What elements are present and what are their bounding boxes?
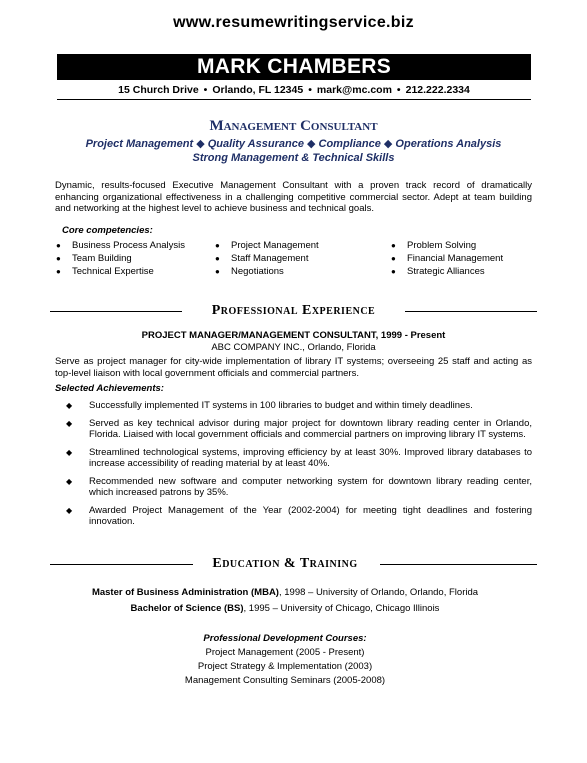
job-title: PROJECT MANAGER/MANAGEMENT CONSULTANT, 1999 - Present	[141, 330, 446, 341]
bullet-icon: ●	[56, 241, 61, 250]
core-column-3	[391, 239, 503, 278]
bullet-icon: ●	[56, 267, 61, 276]
achievement-item: ◆ Served as key technical advisor during major project for downtown library reading center in Orlando, Florida. Liaised with local government officials and commercial partners on improving library IT systems.	[66, 417, 532, 440]
achievement-item: ◆ Recommended new software and computer networking system for downtown library reading center, which increased patrons by 35%.	[66, 475, 532, 498]
course-item: Project Strategy & Implementation (2003)	[197, 661, 373, 672]
email[interactable]: mark@mc.com	[316, 84, 392, 96]
bullet-icon: •	[203, 84, 208, 96]
course-item: Management Consulting Seminars (2005-2008)	[184, 675, 386, 686]
competency-item: ● Problem Solving	[391, 240, 477, 251]
achievement-item: ◆ Streamlined technological systems, improving efficiency by at least 30%. Improved library databases to increase accessibility of reading material by at least 40%.	[66, 446, 532, 469]
bullet-icon: ◆	[66, 418, 73, 428]
job-company: ABC COMPANY INC., Orlando, Florida	[211, 342, 376, 353]
education-section-header	[50, 556, 537, 572]
achievement-item: ◆ Successfully implemented IT systems in 100 libraries to budget and within timely deadlines.	[66, 400, 473, 411]
competency-item: ● Financial Management	[391, 253, 504, 264]
bullet-icon: ●	[215, 241, 220, 250]
achievement-item: ◆ Awarded Project Management of the Year (2002-2004) for meeting tight deadlines and fostering innovation.	[66, 504, 532, 527]
competency-item: ● Team Building	[56, 253, 132, 264]
summary: Dynamic, results-focused Executive Management Consultant with a proven track record of dramatically enhancing organizational effectiveness in a challenging competitive commercial sector. Adept at team building and networking at the highest level to achieve business and technical goals.	[55, 180, 532, 214]
bullet-icon: ●	[56, 254, 61, 263]
bullet-icon: •	[396, 84, 401, 96]
competency-item: ● Technical Expertise	[56, 266, 154, 277]
specialties-line-1: Project Management ◆ Quality Assurance ◆ Compliance ◆ Operations Analysis	[85, 138, 502, 150]
experience-section-header	[50, 303, 537, 319]
bullet-icon: •	[308, 84, 312, 96]
achievements-title: Selected Achievements:	[55, 383, 164, 394]
site-url[interactable]: www.resumewritingservice.biz	[173, 14, 414, 31]
contact-divider	[57, 99, 531, 100]
competency-item: ● Project Management	[215, 240, 319, 251]
core-competencies-title: Core competencies:	[62, 225, 153, 236]
bullet-icon: ◆	[66, 447, 73, 457]
bullet-icon: ●	[215, 254, 220, 263]
bullet-icon: ●	[391, 267, 396, 276]
specialties-line-2: Strong Management & Technical Skills	[192, 152, 395, 164]
pd-courses-title: Professional Development Courses:	[203, 633, 367, 644]
city: Orlando, FL 12345	[212, 84, 304, 96]
bullet-icon: ◆	[66, 401, 73, 410]
competency-item: ● Negotiations	[215, 266, 284, 277]
bullet-icon: ◆	[66, 476, 73, 486]
education-section-title: Education & Training	[212, 556, 358, 571]
address: 15 Church Drive	[118, 84, 199, 96]
bullet-icon: ●	[391, 241, 396, 250]
competency-item: ● Strategic Alliances	[391, 266, 485, 277]
core-column-1	[56, 239, 185, 278]
specialties	[40, 137, 547, 165]
degree-mba: Master of Business Administration (MBA), 1998 – University of Orlando, Orlando, Florida	[91, 587, 479, 598]
contact-line	[57, 84, 531, 96]
core-column-2	[215, 239, 319, 278]
headline: Management Consultant	[209, 118, 378, 134]
name-banner: MARK CHAMBERS	[57, 54, 531, 80]
phone: 212.222.2334	[405, 84, 470, 96]
job-description: Serve as project manager for city-wide implementation of library IT systems; overseeing 25 staff and acting as top-level liaison with local government officials and commercial partners.	[55, 356, 532, 379]
degree-bs: Bachelor of Science (BS), 1995 – University of Chicago, Chicago Illinois	[130, 603, 440, 614]
bullet-icon: ●	[391, 254, 396, 263]
bullet-icon: ◆	[66, 505, 73, 515]
competency-item: ● Staff Management	[215, 253, 309, 264]
achievements-list	[66, 400, 532, 534]
bullet-icon: ●	[215, 267, 220, 276]
experience-section-title: Professional Experience	[211, 303, 376, 318]
competency-item: ● Business Process Analysis	[56, 240, 185, 251]
course-item: Project Management (2005 - Present)	[205, 647, 365, 658]
